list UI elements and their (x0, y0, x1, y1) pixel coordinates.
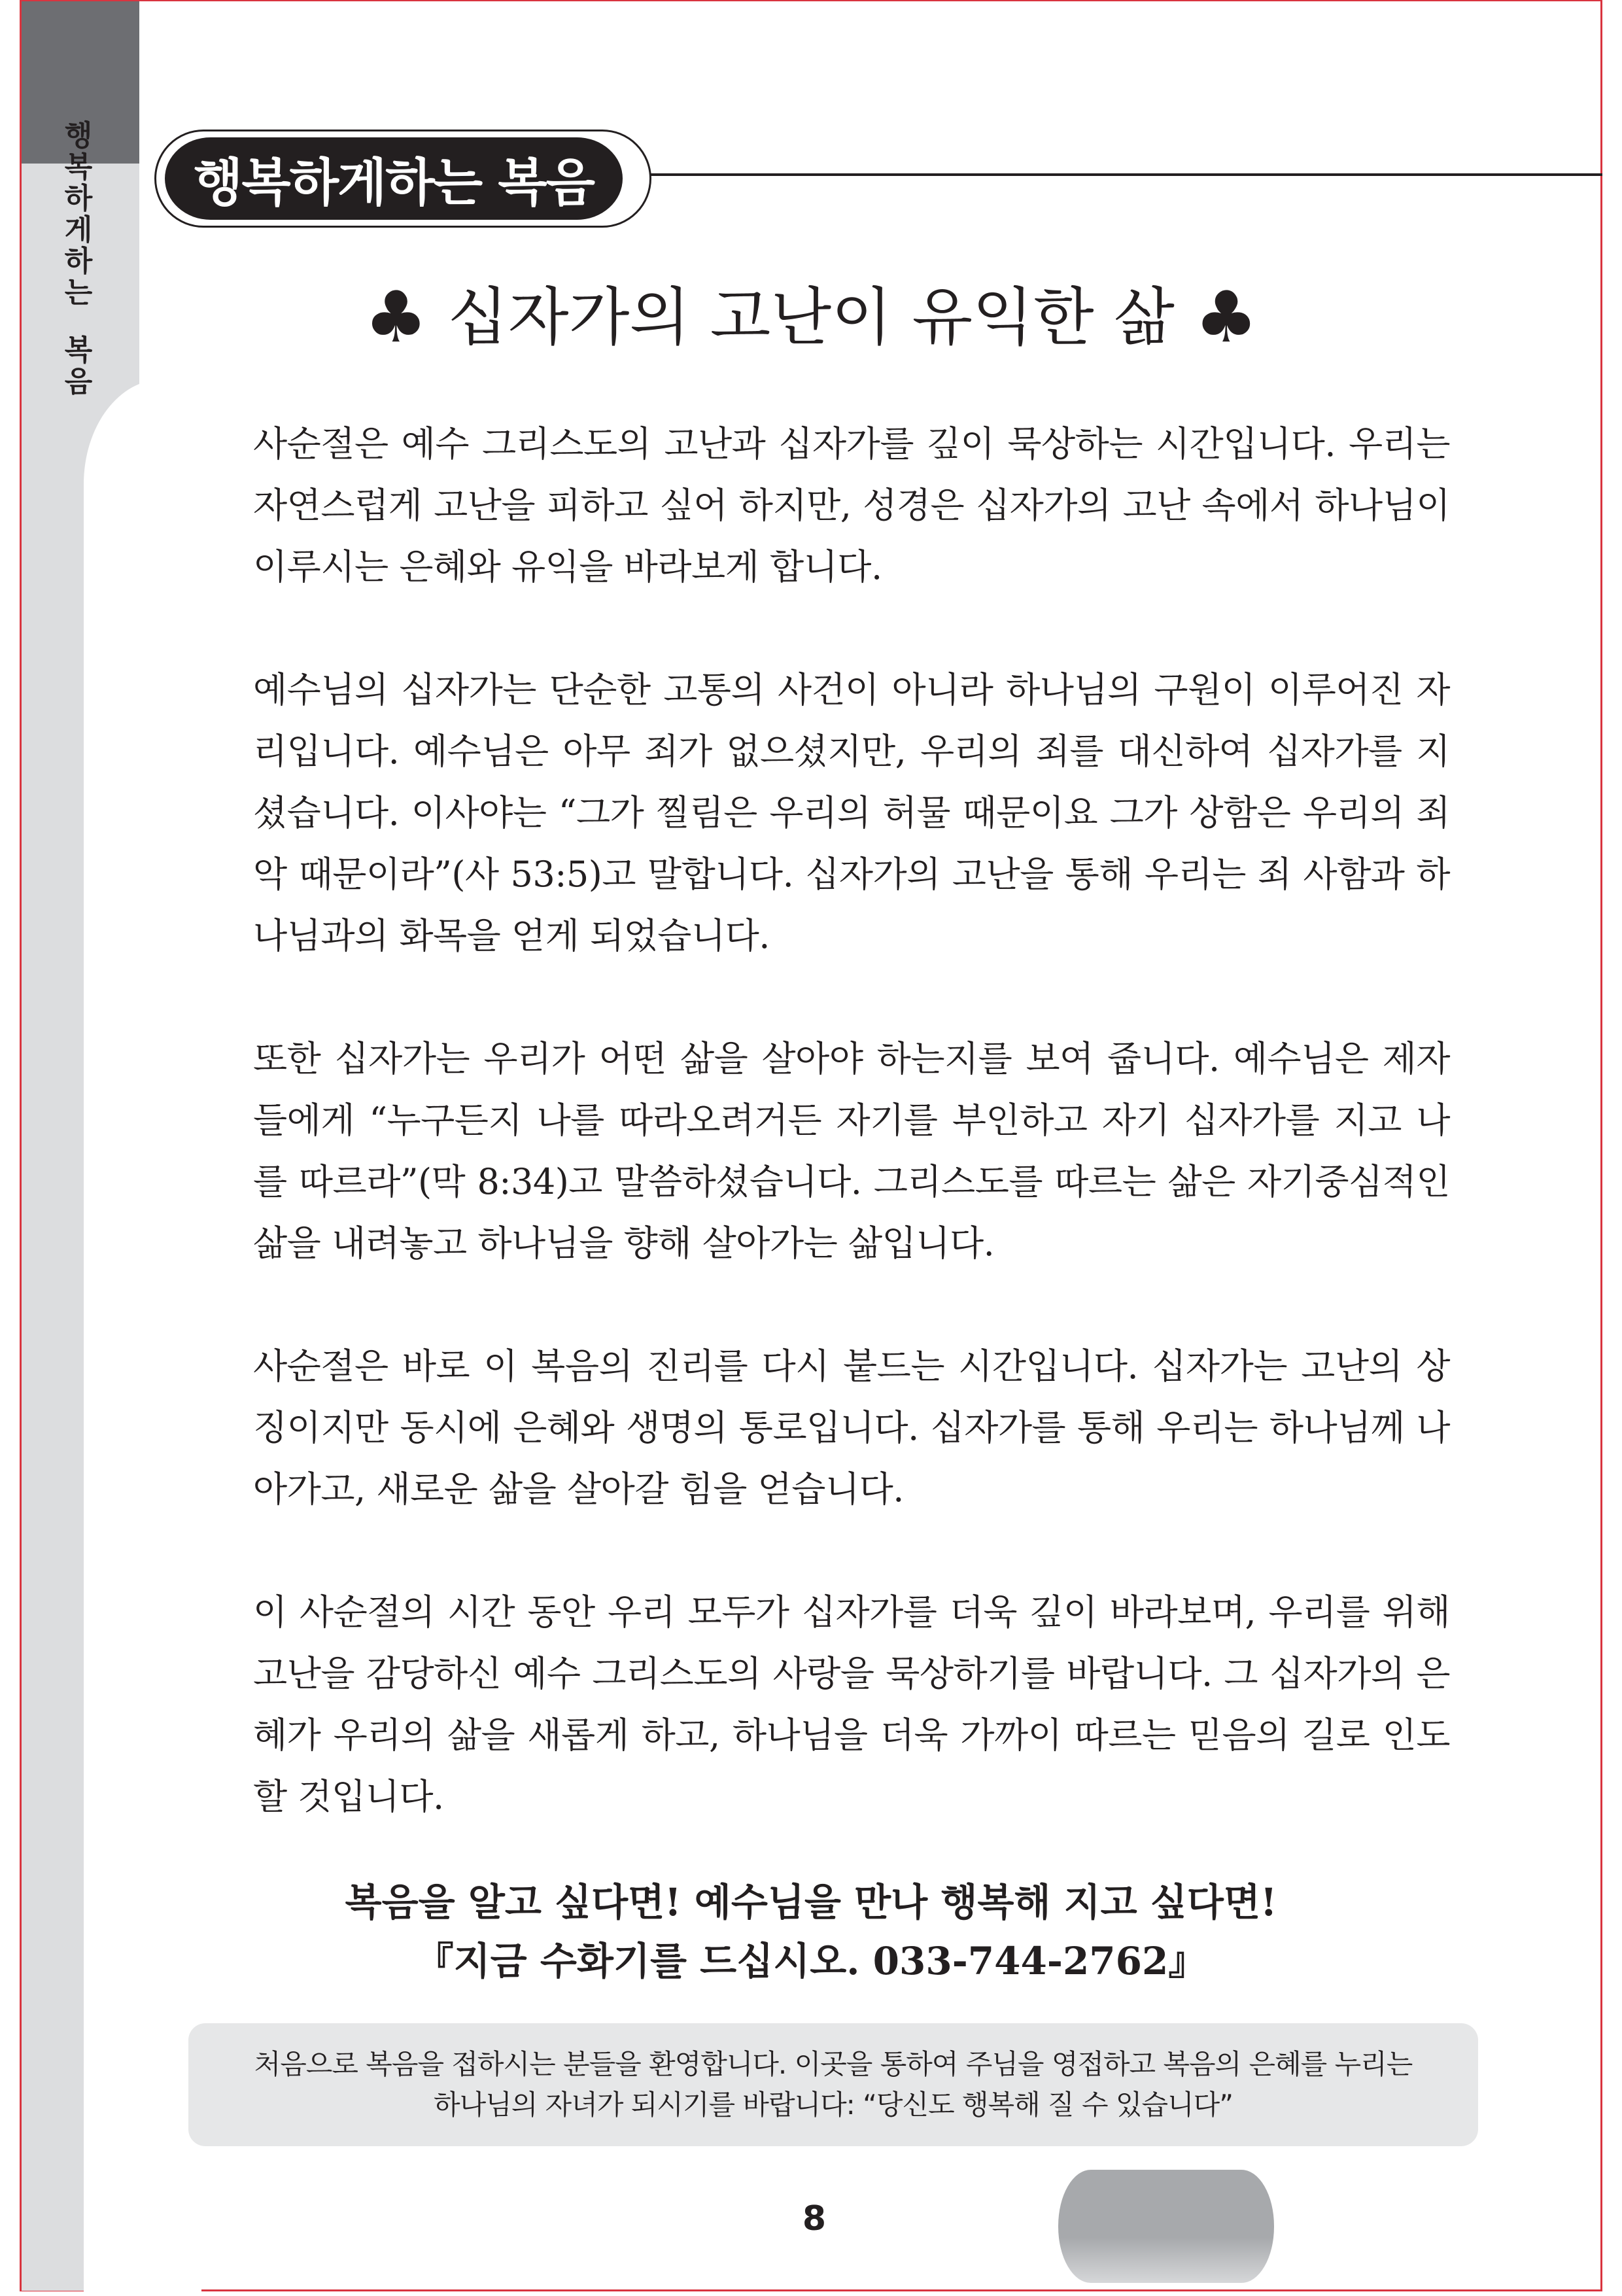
call-to-action-headline: 복음을 알고 싶다면! 예수님을 만나 행복해 지고 싶다면! (345, 1880, 1277, 1924)
page-number: 8 (802, 2199, 827, 2238)
club-icon: ♣ (1194, 277, 1258, 358)
welcome-box (188, 2023, 1478, 2146)
paragraph: 사순절은 바로 이 복음의 진리를 다시 붙드는 시간입니다. 십자가는 고난의 상징이지만 동시에 은혜와 생명의 통로입니다. 십자가를 통해 우리는 하나님께 나아가고, 새로운 삶을 살아갈 힘을 얻습니다. (253, 1346, 1450, 1510)
paragraph: 또한 십자가는 우리가 어떤 삶을 살아야 하는지를 보여 줍니다. 예수님은 제자들에게 “누구든지 나를 따라오려거든 자기를 부인하고 자기 십자가를 지고 나를 따르라”(막 8:34)고 말씀하셨습니다. 그리스도를 따르는 삶은 자기중심적인 삶을 내려놓고 하나님을 향해 살아가는 삶입니다. (253, 1038, 1450, 1264)
page-title-text: 십자가의 고난이 유익한 삶 (447, 281, 1175, 354)
side-tab-char: 복 (64, 334, 93, 367)
side-tab-char: 하 (64, 245, 93, 278)
side-tab-notch (84, 379, 201, 2296)
welcome-line: 하나님의 자녀가 되시기를 바랍니다: “당신도 행복해 질 수 있습니다” (434, 2089, 1233, 2121)
side-tab-char: 음 (64, 365, 93, 398)
side-tab-char: 복 (64, 150, 93, 184)
club-icon: ♣ (364, 277, 428, 358)
footer-decoration-pill (1058, 2170, 1274, 2283)
section-badge-label: 행복하게하는 복음 (194, 154, 594, 213)
side-tab-char: 하 (64, 182, 93, 215)
paragraph: 이 사순절의 시간 동안 우리 모두가 십자가를 더욱 깊이 바라보며, 우리를 위해 고난을 감당하신 예수 그리스도의 사랑을 묵상하기를 바랍니다. 그 십자가의 은혜가 우리의 삶을 새롭게 하고, 하나님을 더욱 가까이 따르는 믿음의 길로 인도할 것입니다. (253, 1592, 1450, 1817)
welcome-line: 처음으로 복음을 접하시는 분들을 환영합니다. 이곳을 통하여 주님을 영접하고 복음의 은혜를 누리는 (254, 2048, 1413, 2080)
call-to-action-phone: 『지금 수화기를 드십시오. 033-744-2762』 (415, 1939, 1207, 1983)
page-title (0, 275, 1622, 360)
paragraph: 사순절은 예수 그리스도의 고난과 십자가를 깊이 묵상하는 시간입니다. 우리는 자연스럽게 고난을 피하고 싶어 하지만, 성경은 십자가의 고난 속에서 하나님이 이루시는 은혜와 유익을 바라보게 합니다. (253, 423, 1450, 587)
side-tab-char: 는 (64, 276, 93, 309)
side-tab-char: 행 (64, 119, 93, 152)
article-body (253, 413, 1450, 1889)
side-tab-char: 게 (64, 213, 93, 247)
header-rule (651, 173, 1602, 176)
section-badge (165, 137, 623, 220)
paragraph: 예수님의 십자가는 단순한 고통의 사건이 아니라 하나님의 구원이 이루어진 자리입니다. 예수님은 아무 죄가 없으셨지만, 우리의 죄를 대신하여 십자가를 지셨습니다. 이사야는 “그가 찔림은 우리의 허물 때문이요 그가 상함은 우리의 죄악 때문이라”(사 53:5)고 말합니다. 십자가의 고난을 통해 우리는 죄 사함과 하나님과의 화목을 얻게 되었습니다. (253, 669, 1450, 956)
